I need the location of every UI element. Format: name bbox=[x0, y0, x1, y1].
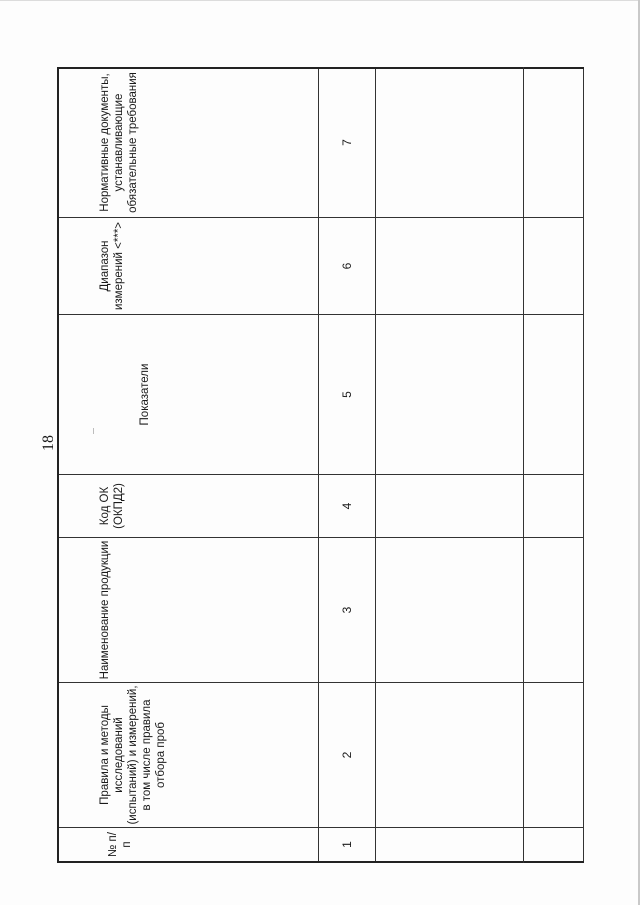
empty-cell bbox=[376, 315, 584, 475]
empty-cell bbox=[376, 218, 584, 315]
header-cell-normative-documents: Нормативные документы, устанавливающие обязательные требования bbox=[58, 68, 319, 218]
table-left-rule bbox=[57, 67, 59, 863]
column-number-cell: 3 bbox=[319, 538, 376, 683]
column-number-cell: 7 bbox=[319, 68, 376, 218]
table-empty-body-row bbox=[376, 68, 584, 862]
table-right-rule bbox=[523, 67, 524, 863]
header-cell-number: № п/п bbox=[58, 828, 319, 862]
column-number-cell: 5 bbox=[319, 315, 376, 475]
table-bottom-rule bbox=[57, 861, 584, 863]
empty-cell bbox=[376, 538, 584, 683]
empty-cell bbox=[376, 68, 584, 218]
table-top-rule bbox=[57, 67, 584, 69]
rotated-table-wrapper bbox=[57, 68, 584, 862]
table-header-row bbox=[58, 68, 319, 862]
header-cell-indicators: Показатели bbox=[58, 315, 319, 475]
column-number-cell: 1 bbox=[319, 828, 376, 862]
page-number: 18 bbox=[40, 435, 57, 451]
column-number-cell: 4 bbox=[319, 475, 376, 538]
header-cell-okpd2-code: Код ОК (ОКПД2) bbox=[58, 475, 319, 538]
empty-cell bbox=[376, 683, 584, 828]
column-number-cell: 6 bbox=[319, 218, 376, 315]
header-cell-product-name: Наименование продукции bbox=[58, 538, 319, 683]
page-edge-top bbox=[0, 0, 640, 1]
column-number-cell: 2 bbox=[319, 683, 376, 828]
header-cell-methods: Правила и методы исследований (испытаний) и измерений, в том числе правила отбора проб bbox=[58, 683, 319, 828]
table-column-numbers-row bbox=[319, 68, 376, 862]
header-cell-measurement-range: Диапазон измерений <***> bbox=[58, 218, 319, 315]
empty-cell bbox=[376, 475, 584, 538]
empty-cell bbox=[376, 828, 584, 862]
requirements-table bbox=[57, 67, 584, 862]
